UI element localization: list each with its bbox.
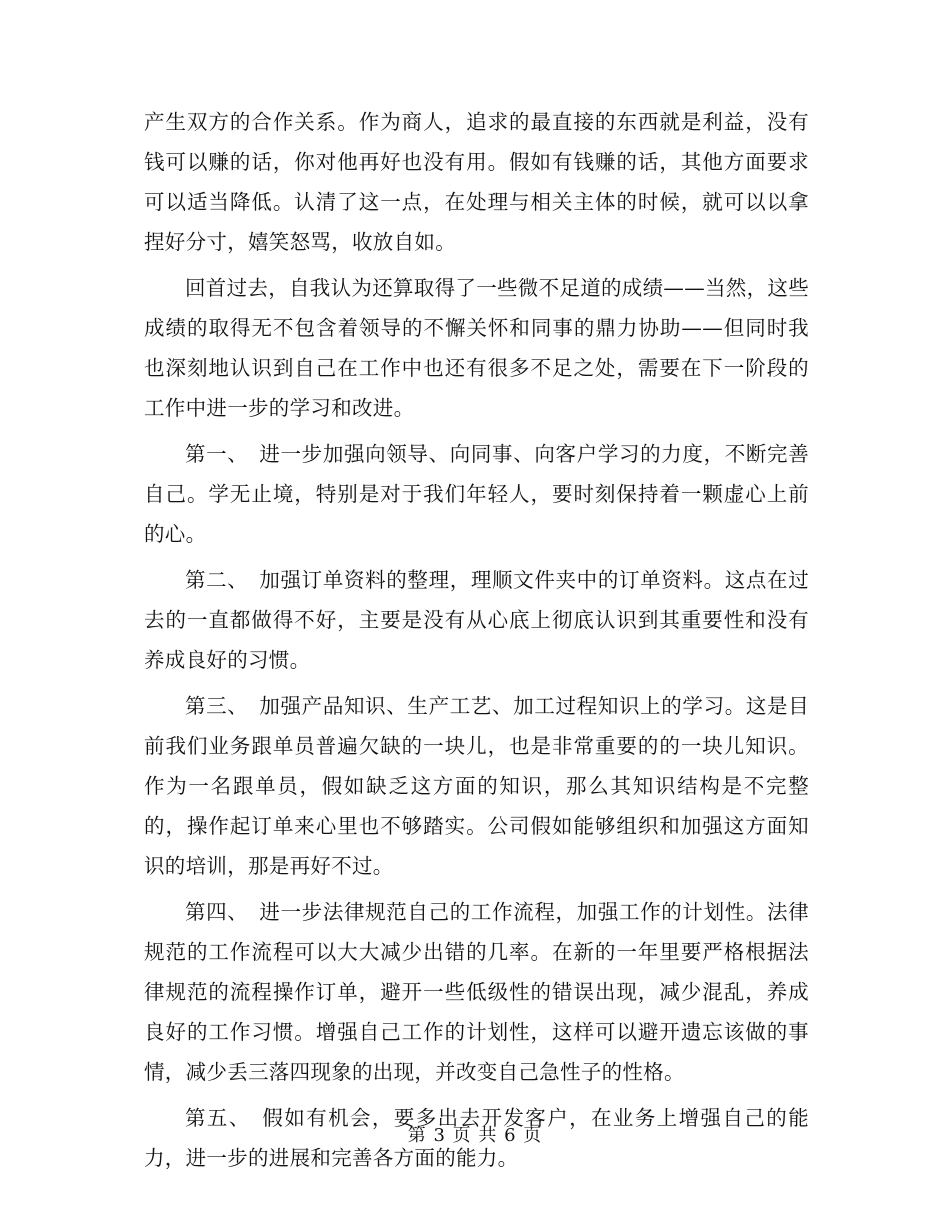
document-body xyxy=(144,102,809,1184)
paragraph-item-5: 第五、 假如有机会，要多出去开发客户，在业务上增强自己的能力，进一步的进展和完善各方面的能力。 xyxy=(144,1106,809,1170)
paragraph-item-4: 第四、 进一步法律规范自己的工作流程，加强工作的计划性。法律规范的工作流程可以大大减少出错的几率。在新的一年里要严格根据法律规范的流程操作订单，避开一些低级性的错误出现，减少混乱，养成良好的工作习惯。增强自己工作的计划性，这样可以避开遗忘该做的事情，减少丢三落四现象的出现，并改变自己急性子的性格。 xyxy=(144,900,809,1084)
page-number-footer: 第 3 页 共 6 页 xyxy=(407,1125,543,1146)
paragraph-item-3: 第三、 加强产品知识、生产工艺、加工过程知识上的学习。这是目前我们业务跟单员普遍欠缺的一块儿，也是非常重要的的一块儿知识。作为一名跟单员，假如缺乏这方面的知识，那么其知识结构是不完整的，操作起订单来心里也不够踏实。公司假如能够组织和加强这方面知识的培训，那是再好不过。 xyxy=(144,694,809,878)
paragraph-continued: 产生双方的合作关系。作为商人，追求的最直接的东西就是利益，没有钱可以赚的话，你对他再好也没有用。假如有钱赚的话，其他方面要求可以适当降低。认清了这一点，在处理与相关主体的时候，就可以以拿捏好分寸，嬉笑怒骂，收放自如。 xyxy=(144,110,809,254)
paragraph-item-1: 第一、 进一步加强向领导、向同事、向客户学习的力度，不断完善自己。学无止境，特别是对于我们年轻人，要时刻保持着一颗虚心上前的心。 xyxy=(144,442,809,546)
paragraph-item-2: 第二、 加强订单资料的整理，理顺文件夹中的订单资料。这点在过去的一直都做得不好，主要是没有从心底上彻底认识到其重要性和没有养成良好的习惯。 xyxy=(144,568,809,672)
paragraph-review: 回首过去，自我认为还算取得了一些微不足道的成绩——当然，这些成绩的取得无不包含着领导的不懈关怀和同事的鼎力协助——但同时我也深刻地认识到自己在工作中也还有很多不足之处，需要在下一阶段的工作中进一步的学习和改进。 xyxy=(144,276,809,420)
